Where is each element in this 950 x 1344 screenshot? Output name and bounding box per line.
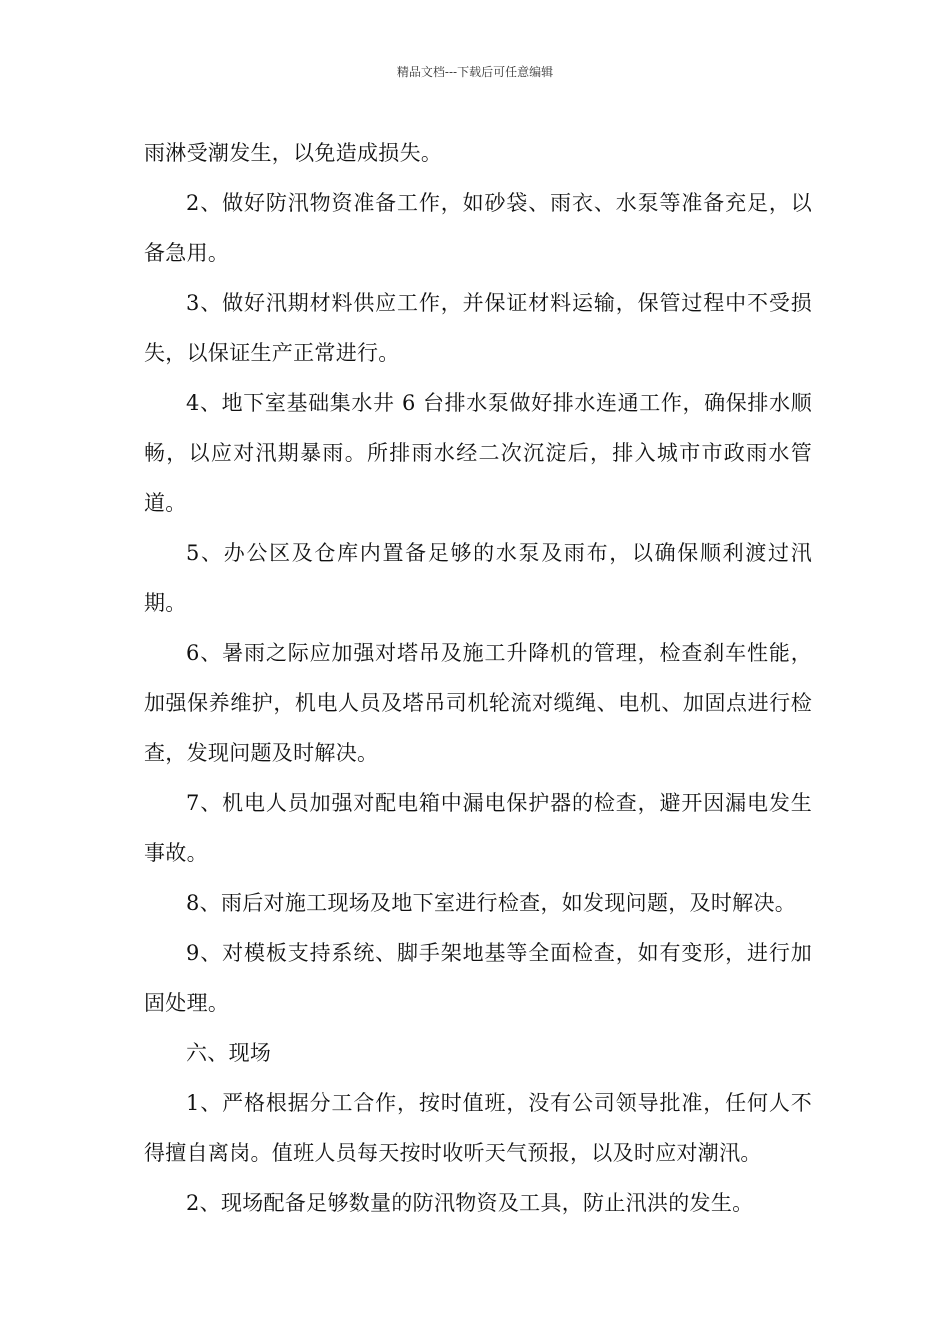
paragraph-item-3: 3、做好汛期材料供应工作，并保证材料运输，保管过程中不受损失，以保证生产正常进行。: [144, 291, 812, 365]
paragraph-item-7: 7、机电人员加强对配电箱中漏电保护器的检查，避开因漏电发生事故。: [144, 791, 812, 865]
paragraph-site-item-2: 2、现场配备足够数量的防汛物资及工具，防止汛洪的发生。: [186, 1191, 754, 1215]
paragraph-item-6: 6、暑雨之际应加强对塔吊及施工升降机的管理，检查刹车性能，加强保养维护，机电人员及塔吊司机轮流对缆绳、电机、加固点进行检查，发现问题及时解决。: [144, 641, 812, 765]
page-header: 精品文档---下载后可任意编辑: [396, 65, 554, 79]
paragraph-site-item-1: 1、严格根据分工合作，按时值班，没有公司领导批准，任何人不得擅自离岗。值班人员每天按时收听天气预报，以及时应对潮汛。: [144, 1091, 812, 1165]
paragraph-item-5: 5、办公区及仓库内置备足够的水泵及雨布，以确保顺利渡过汛期。: [144, 541, 812, 615]
document-body: [144, 128, 812, 1228]
paragraph-item-9: 9、对模板支持系统、脚手架地基等全面检查，如有变形，进行加固处理。: [144, 941, 812, 1015]
paragraph-item-2: 2、做好防汛物资准备工作，如砂袋、雨衣、水泵等准备充足，以备急用。: [144, 191, 812, 265]
section-heading: 六、现场: [186, 1041, 272, 1065]
paragraph-item-4: 4、地下室基础集水井 6 台排水泵做好排水连通工作，确保排水顺畅，以应对汛期暴雨。所排雨水经二次沉淀后，排入城市市政雨水管道。: [144, 391, 812, 515]
paragraph-continuation: 雨淋受潮发生，以免造成损失。: [144, 141, 443, 165]
paragraph-item-8: 8、雨后对施工现场及地下室进行检查，如发现问题，及时解决。: [186, 891, 797, 915]
